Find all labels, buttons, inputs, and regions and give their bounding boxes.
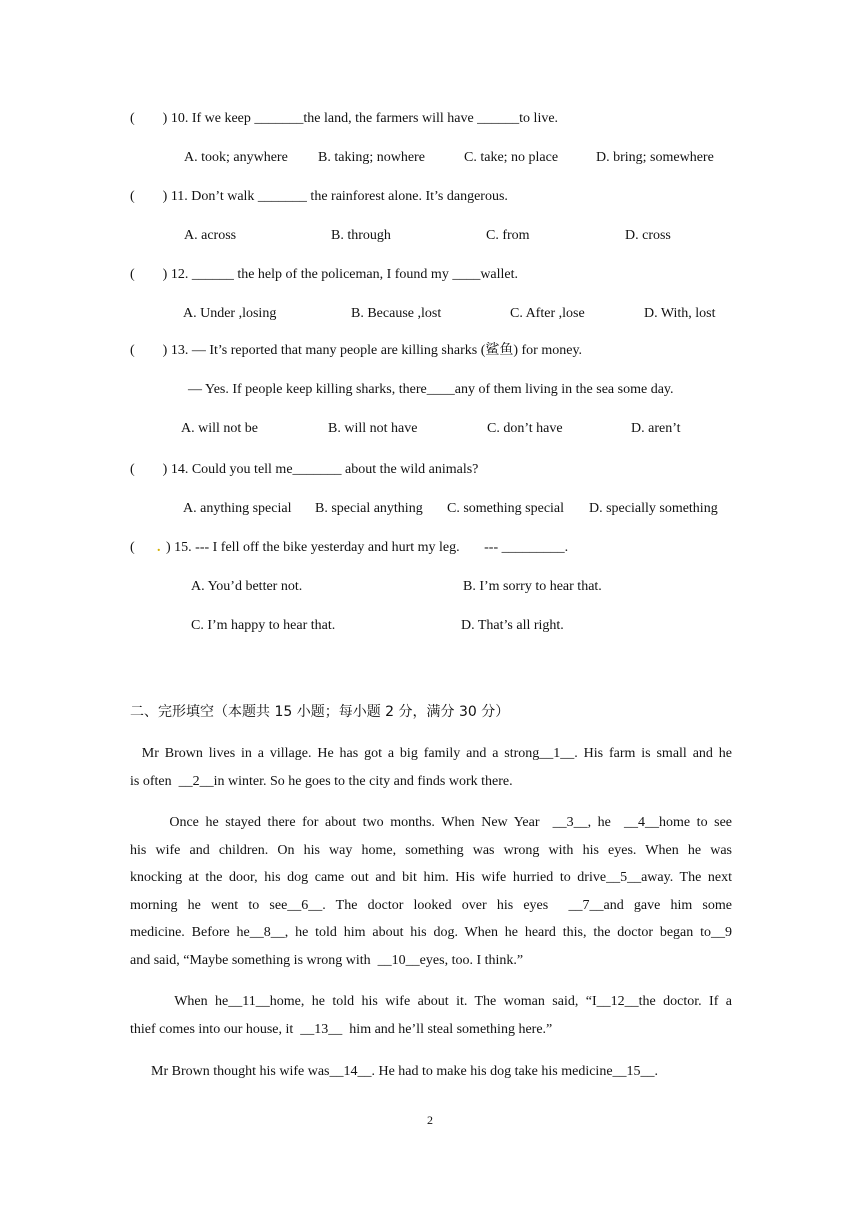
q11-option-c: C. from	[486, 228, 530, 243]
q10-option-d: D. bring; somewhere	[596, 150, 714, 165]
cloze-line: knocking at the door, his dog came out and bit him. His wife hurried to drive__5__away. The next	[130, 870, 732, 885]
q10-option-c: C. take; no place	[464, 150, 559, 165]
page-number: 2	[427, 1113, 433, 1127]
q14-option-d: D. specially something	[589, 501, 718, 516]
question-12-stem: ( ) 12. ______ the help of the policeman, I found my ____wallet.	[130, 267, 519, 282]
q13-option-b: B. will not have	[328, 421, 418, 436]
cloze-line: Mr Brown lives in a village. He has got a big family and a strong__1__. His farm is small and he	[130, 746, 732, 761]
question-15-open-paren: (	[130, 540, 135, 555]
q13-option-a: A. will not be	[181, 421, 258, 436]
question-13-stem: ( ) 13. — It’s reported that many people are killing sharks (鲨鱼) for money.	[130, 343, 583, 358]
cloze-line: Mr Brown thought his wife was__14__. He had to make his dog take his medicine__15__.	[130, 1064, 659, 1079]
q12-option-a: A. Under ,losing	[183, 306, 277, 321]
q15-option-c: C. I’m happy to hear that.	[191, 618, 336, 633]
question-13-reply: — Yes. If people keep killing sharks, there____any of them living in the sea some day.	[188, 382, 674, 397]
cloze-line: is often __2__in winter. So he goes to the city and finds work there.	[130, 773, 513, 789]
cloze-line: and said, “Maybe something is wrong with __10__eyes, too. I think.”	[130, 952, 524, 968]
cloze-line: medicine. Before he__8__, he told him about his dog. When he heard this, the doctor began to__9	[130, 925, 732, 940]
q14-option-a: A. anything special	[183, 501, 292, 516]
q10-option-b: B. taking; nowhere	[318, 150, 425, 165]
cloze-line: his wife and children. On his way home, something was wrong with his eyes. When he was	[130, 842, 732, 858]
q11-option-d: D. cross	[625, 228, 671, 243]
q12-option-c: C. After ,lose	[510, 306, 585, 321]
q15-option-d: D. That’s all right.	[461, 618, 564, 633]
q10-option-a: A. took; anywhere	[184, 150, 288, 165]
cloze-line: Once he stayed there for about two months. When New Year __3__, he __4__home to see	[130, 815, 732, 830]
q11-option-b: B. through	[331, 228, 391, 243]
cloze-paragraph-4	[130, 1058, 732, 1086]
question-15-stem: ) 15. --- I fell off the bike yesterday and hurt my leg. --- _________.	[166, 540, 569, 555]
question-10-stem: ( ) 10. If we keep _______the land, the farmers will have ______to live.	[130, 111, 559, 126]
cloze-paragraph-3	[130, 988, 732, 1043]
cloze-line: thief comes into our house, it __13__ him and he’ll steal something here.”	[130, 1021, 553, 1037]
q12-option-d: D. With, lost	[644, 306, 716, 321]
cloze-line: When he__11__home, he told his wife about it. The woman said, “I__12__the doctor. If a	[130, 994, 732, 1009]
q13-option-c: C. don’t have	[487, 421, 563, 436]
q15-option-b: B. I’m sorry to hear that.	[463, 579, 602, 594]
cloze-paragraph-2	[130, 809, 732, 974]
q14-option-c: C. something special	[447, 501, 565, 516]
question-14-stem: ( ) 14. Could you tell me_______ about the wild animals?	[130, 462, 479, 477]
q12-option-b: B. Because ,lost	[351, 306, 442, 321]
cloze-line: morning he went to see__6__. The doctor looked over his eyes __7__and gave him some	[130, 897, 732, 913]
q15-option-a: A. You’d better not.	[191, 579, 303, 594]
q11-option-a: A. across	[184, 228, 237, 243]
answer-mark: .	[157, 540, 161, 555]
q14-option-b: B. special anything	[315, 501, 423, 516]
q13-option-d: D. aren’t	[631, 421, 681, 436]
section-heading: 二、完形填空（本题共 15 小题；每小题 2 分，满分 30 分）	[130, 704, 510, 720]
cloze-paragraph-1	[130, 740, 732, 795]
question-11-stem: ( ) 11. Don’t walk _______ the rainforest alone. It’s dangerous.	[130, 189, 508, 204]
